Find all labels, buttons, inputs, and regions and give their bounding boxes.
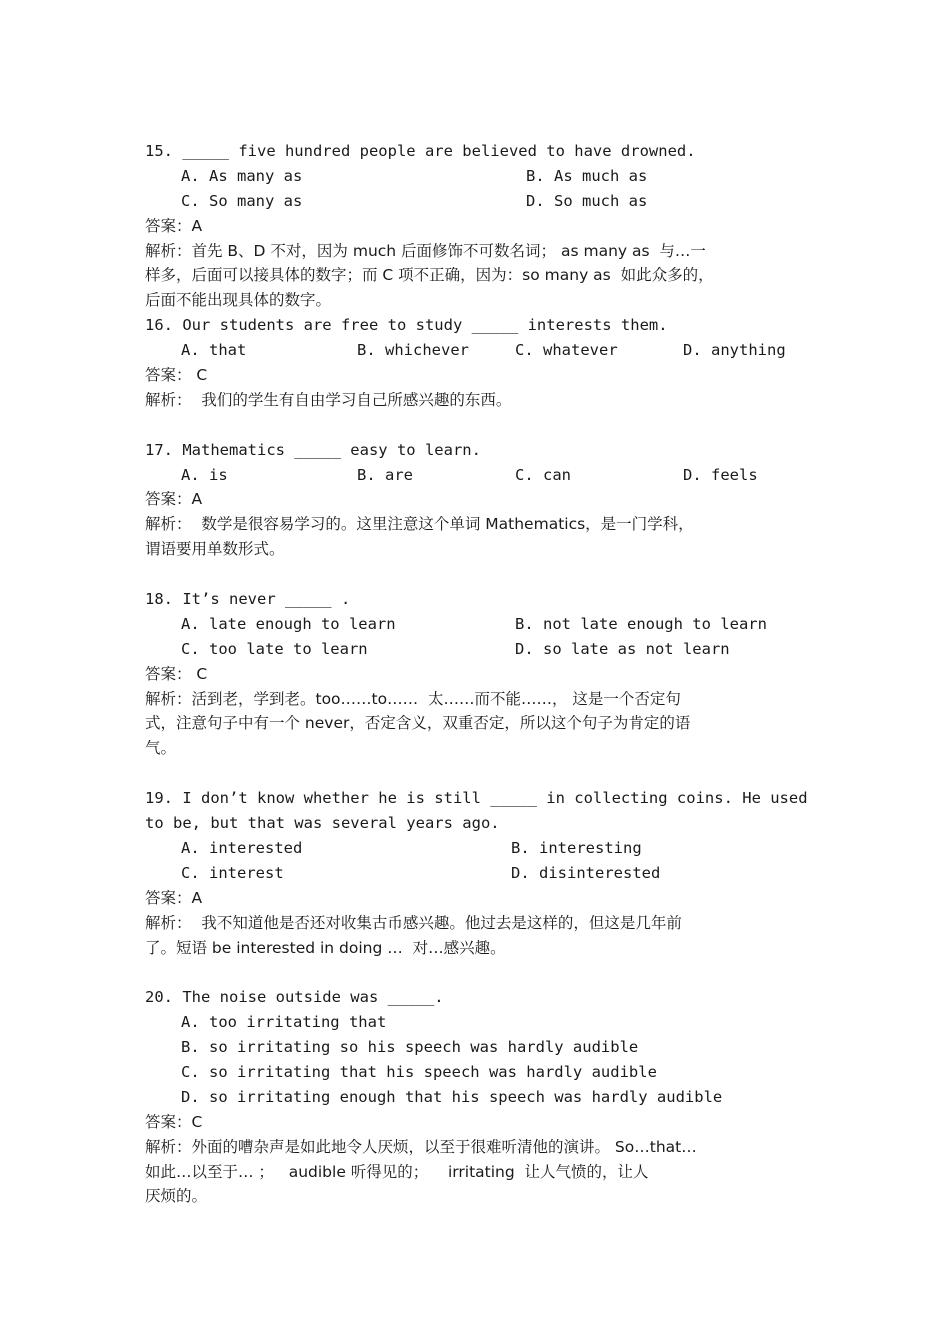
option-c: C. whatever: [515, 341, 618, 360]
spacer: [145, 761, 810, 786]
option-c: C. So many as: [181, 191, 303, 210]
question-stem: 19. I don’t know whether he is still _____ in collecting coins. He used: [145, 789, 808, 808]
question-stem: 15. _____ five hundred people are believed to have drowned.: [145, 142, 696, 160]
analysis-line: 样多，后面可以接具体的数字；而 C 项不正确，因为：so many as 如此众多的，: [145, 266, 714, 285]
option-c: C. so irritating that his speech was hardly audible: [181, 1062, 657, 1081]
question-16: [145, 313, 810, 413]
option-a: A. that: [181, 341, 247, 360]
document-page: [145, 139, 810, 1209]
answer-line: 答案：A: [145, 888, 203, 907]
option-d: D. so irritating enough that his speech was hardly audible: [181, 1087, 723, 1106]
option-d: D. disinterested: [511, 863, 661, 882]
question-19: [145, 786, 810, 960]
analysis-line: 了。短语 be interested in doing … 对…感兴趣。: [145, 938, 506, 957]
analysis-line: 谓语要用单数形式。: [145, 540, 285, 559]
option-b: B. are: [357, 465, 413, 484]
option-d: D. feels: [683, 465, 758, 484]
analysis-line: 解析： 我们的学生有自由学习自己所感兴趣的东西。: [145, 390, 512, 409]
option-c: C. too late to learn: [181, 639, 368, 658]
answer-line: 答案： C: [145, 366, 208, 385]
analysis-line: 解析： 我不知道他是否还对收集古币感兴趣。他过去是这样的，但这是几年前: [145, 913, 682, 932]
option-b: B. so irritating so his speech was hardly audible: [181, 1038, 639, 1057]
spacer: [145, 562, 810, 587]
question-17: [145, 438, 810, 562]
option-d: D. anything: [683, 341, 786, 360]
analysis-line: 解析：首先 B、D 不对，因为 much 后面修饰不可数名词； as many as 与…一: [145, 241, 706, 260]
analysis-line: 式，注意句子中有一个 never，否定含义，双重否定，所以这个句子为肯定的语: [145, 714, 691, 733]
answer-line: 答案：C: [145, 1112, 203, 1131]
option-d: D. so late as not learn: [515, 639, 730, 658]
spacer: [145, 413, 810, 438]
spacer: [145, 960, 810, 985]
answer-line: 答案： C: [145, 664, 208, 683]
question-20: [145, 985, 810, 1209]
answer-line: 答案：A: [145, 490, 203, 509]
option-a: A. late enough to learn: [181, 614, 396, 633]
option-b: B. As much as: [526, 166, 648, 185]
option-d: D. So much as: [526, 191, 648, 210]
option-a: A. too irritating that: [181, 1013, 387, 1032]
analysis-line: 如此…以至于… ； audible 听得见的； irritating 让人气愤的，让人: [145, 1162, 649, 1181]
option-a: A. is: [181, 465, 228, 484]
answer-line: 答案：A: [145, 216, 203, 235]
analysis-line: 后面不能出现具体的数字。: [145, 291, 332, 310]
question-stem: 16. Our students are free to study _____ interests them.: [145, 316, 668, 335]
question-stem: 18. It’s never _____ .: [145, 590, 351, 609]
option-a: A. As many as: [181, 166, 303, 185]
analysis-line: 解析： 数学是很容易学习的。这里注意这个单词 Mathematics，是一门学科，: [145, 515, 694, 534]
question-stem: 17. Mathematics _____ easy to learn.: [145, 440, 481, 459]
analysis-line: 厌烦的。: [145, 1187, 208, 1206]
option-a: A. interested: [181, 838, 303, 857]
option-c: C. interest: [181, 863, 284, 882]
option-b: B. whichever: [357, 341, 469, 360]
option-b: B. interesting: [511, 838, 642, 857]
analysis-line: 解析：活到老，学到老。too……to…… 太……而不能……， 这是一个否定句: [145, 689, 681, 708]
question-15: [145, 139, 810, 313]
option-c: C. can: [515, 465, 571, 484]
question-stem: 20. The noise outside was _____.: [145, 988, 444, 1007]
analysis-line: 气。: [145, 739, 177, 758]
question-stem: to be, but that was several years ago.: [145, 814, 500, 833]
question-18: [145, 587, 810, 761]
analysis-line: 解析：外面的嘈杂声是如此地令人厌烦，以至于很难听清他的演讲。 So…that…: [145, 1137, 697, 1156]
option-b: B. not late enough to learn: [515, 614, 767, 633]
